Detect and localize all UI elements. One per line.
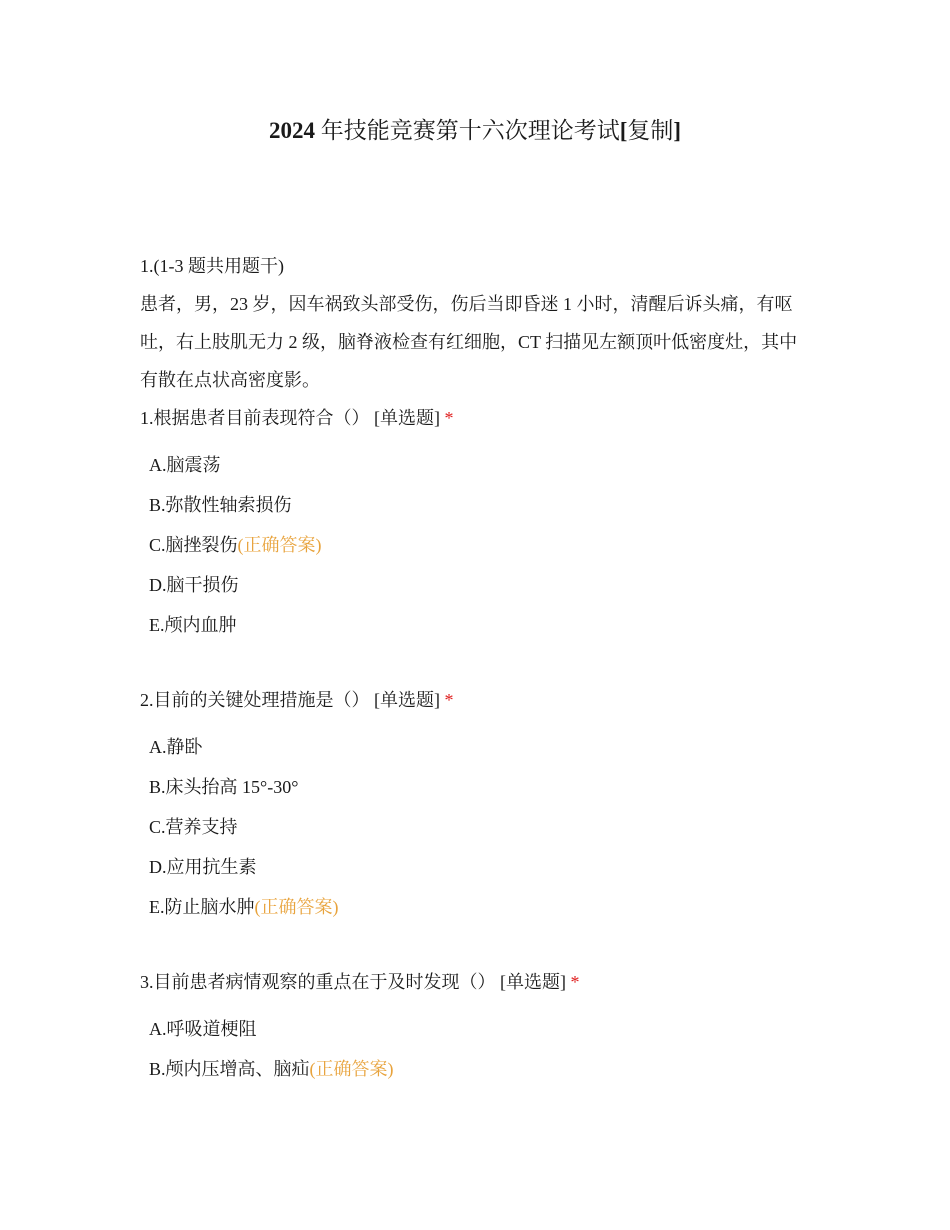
title-text: 年技能竞赛第十六次理论考试 <box>320 118 620 143</box>
option: A.呼吸道梗阻 <box>149 1019 257 1039</box>
option: B.床头抬高 15°-30° <box>149 777 299 797</box>
option: C.脑挫裂伤(正确答案) <box>149 535 322 555</box>
option: C.营养支持 <box>149 817 238 837</box>
required-marker: * <box>570 972 580 992</box>
copy-label: 复制 <box>627 118 674 143</box>
title-bracket-close: ] <box>673 118 682 143</box>
page-title <box>0 112 950 145</box>
option: B.弥散性轴索损伤 <box>149 495 292 515</box>
option: A.脑震荡 <box>149 455 221 475</box>
option: E.颅内血肿 <box>149 615 237 635</box>
question-text: 3.目前患者病情观察的重点在于及时发现（） <box>140 972 496 992</box>
case-heading: 1.(1-3 题共用题干) <box>140 256 284 276</box>
option: B.颅内压增高、脑疝(正确答案) <box>149 1059 394 1079</box>
case-stem: 患者，男，23 岁，因车祸致头部受伤，伤后当即昏迷 1 小时，清醒后诉头痛，有呕吐，右上肢肌无力 2 级，脑脊液检查有红细胞，CT 扫描见左额顶叶低密度灶，其中有散在点状高密度影。 <box>140 294 798 390</box>
correct-answer-tag: (正确答案) <box>237 535 322 555</box>
option: E.防止脑水肿(正确答案) <box>149 897 339 917</box>
correct-answer-tag: (正确答案) <box>254 897 339 917</box>
question-type: [单选题] <box>374 690 440 710</box>
option: D.脑干损伤 <box>149 575 239 595</box>
question-text: 1.根据患者目前表现符合（） <box>140 408 370 428</box>
title-bracket-open: [ <box>619 118 628 143</box>
question-3 <box>140 968 580 994</box>
question-type: [单选题] <box>374 408 440 428</box>
question-type: [单选题] <box>500 972 566 992</box>
required-marker: * <box>444 408 454 428</box>
question-1 <box>140 404 454 430</box>
title-year: 2024 <box>268 118 315 143</box>
correct-answer-tag: (正确答案) <box>309 1059 394 1079</box>
option: D.应用抗生素 <box>149 857 257 877</box>
question-2 <box>140 686 454 712</box>
option: A.静卧 <box>149 737 203 757</box>
required-marker: * <box>444 690 454 710</box>
question-text: 2.目前的关键处理措施是（） <box>140 690 370 710</box>
